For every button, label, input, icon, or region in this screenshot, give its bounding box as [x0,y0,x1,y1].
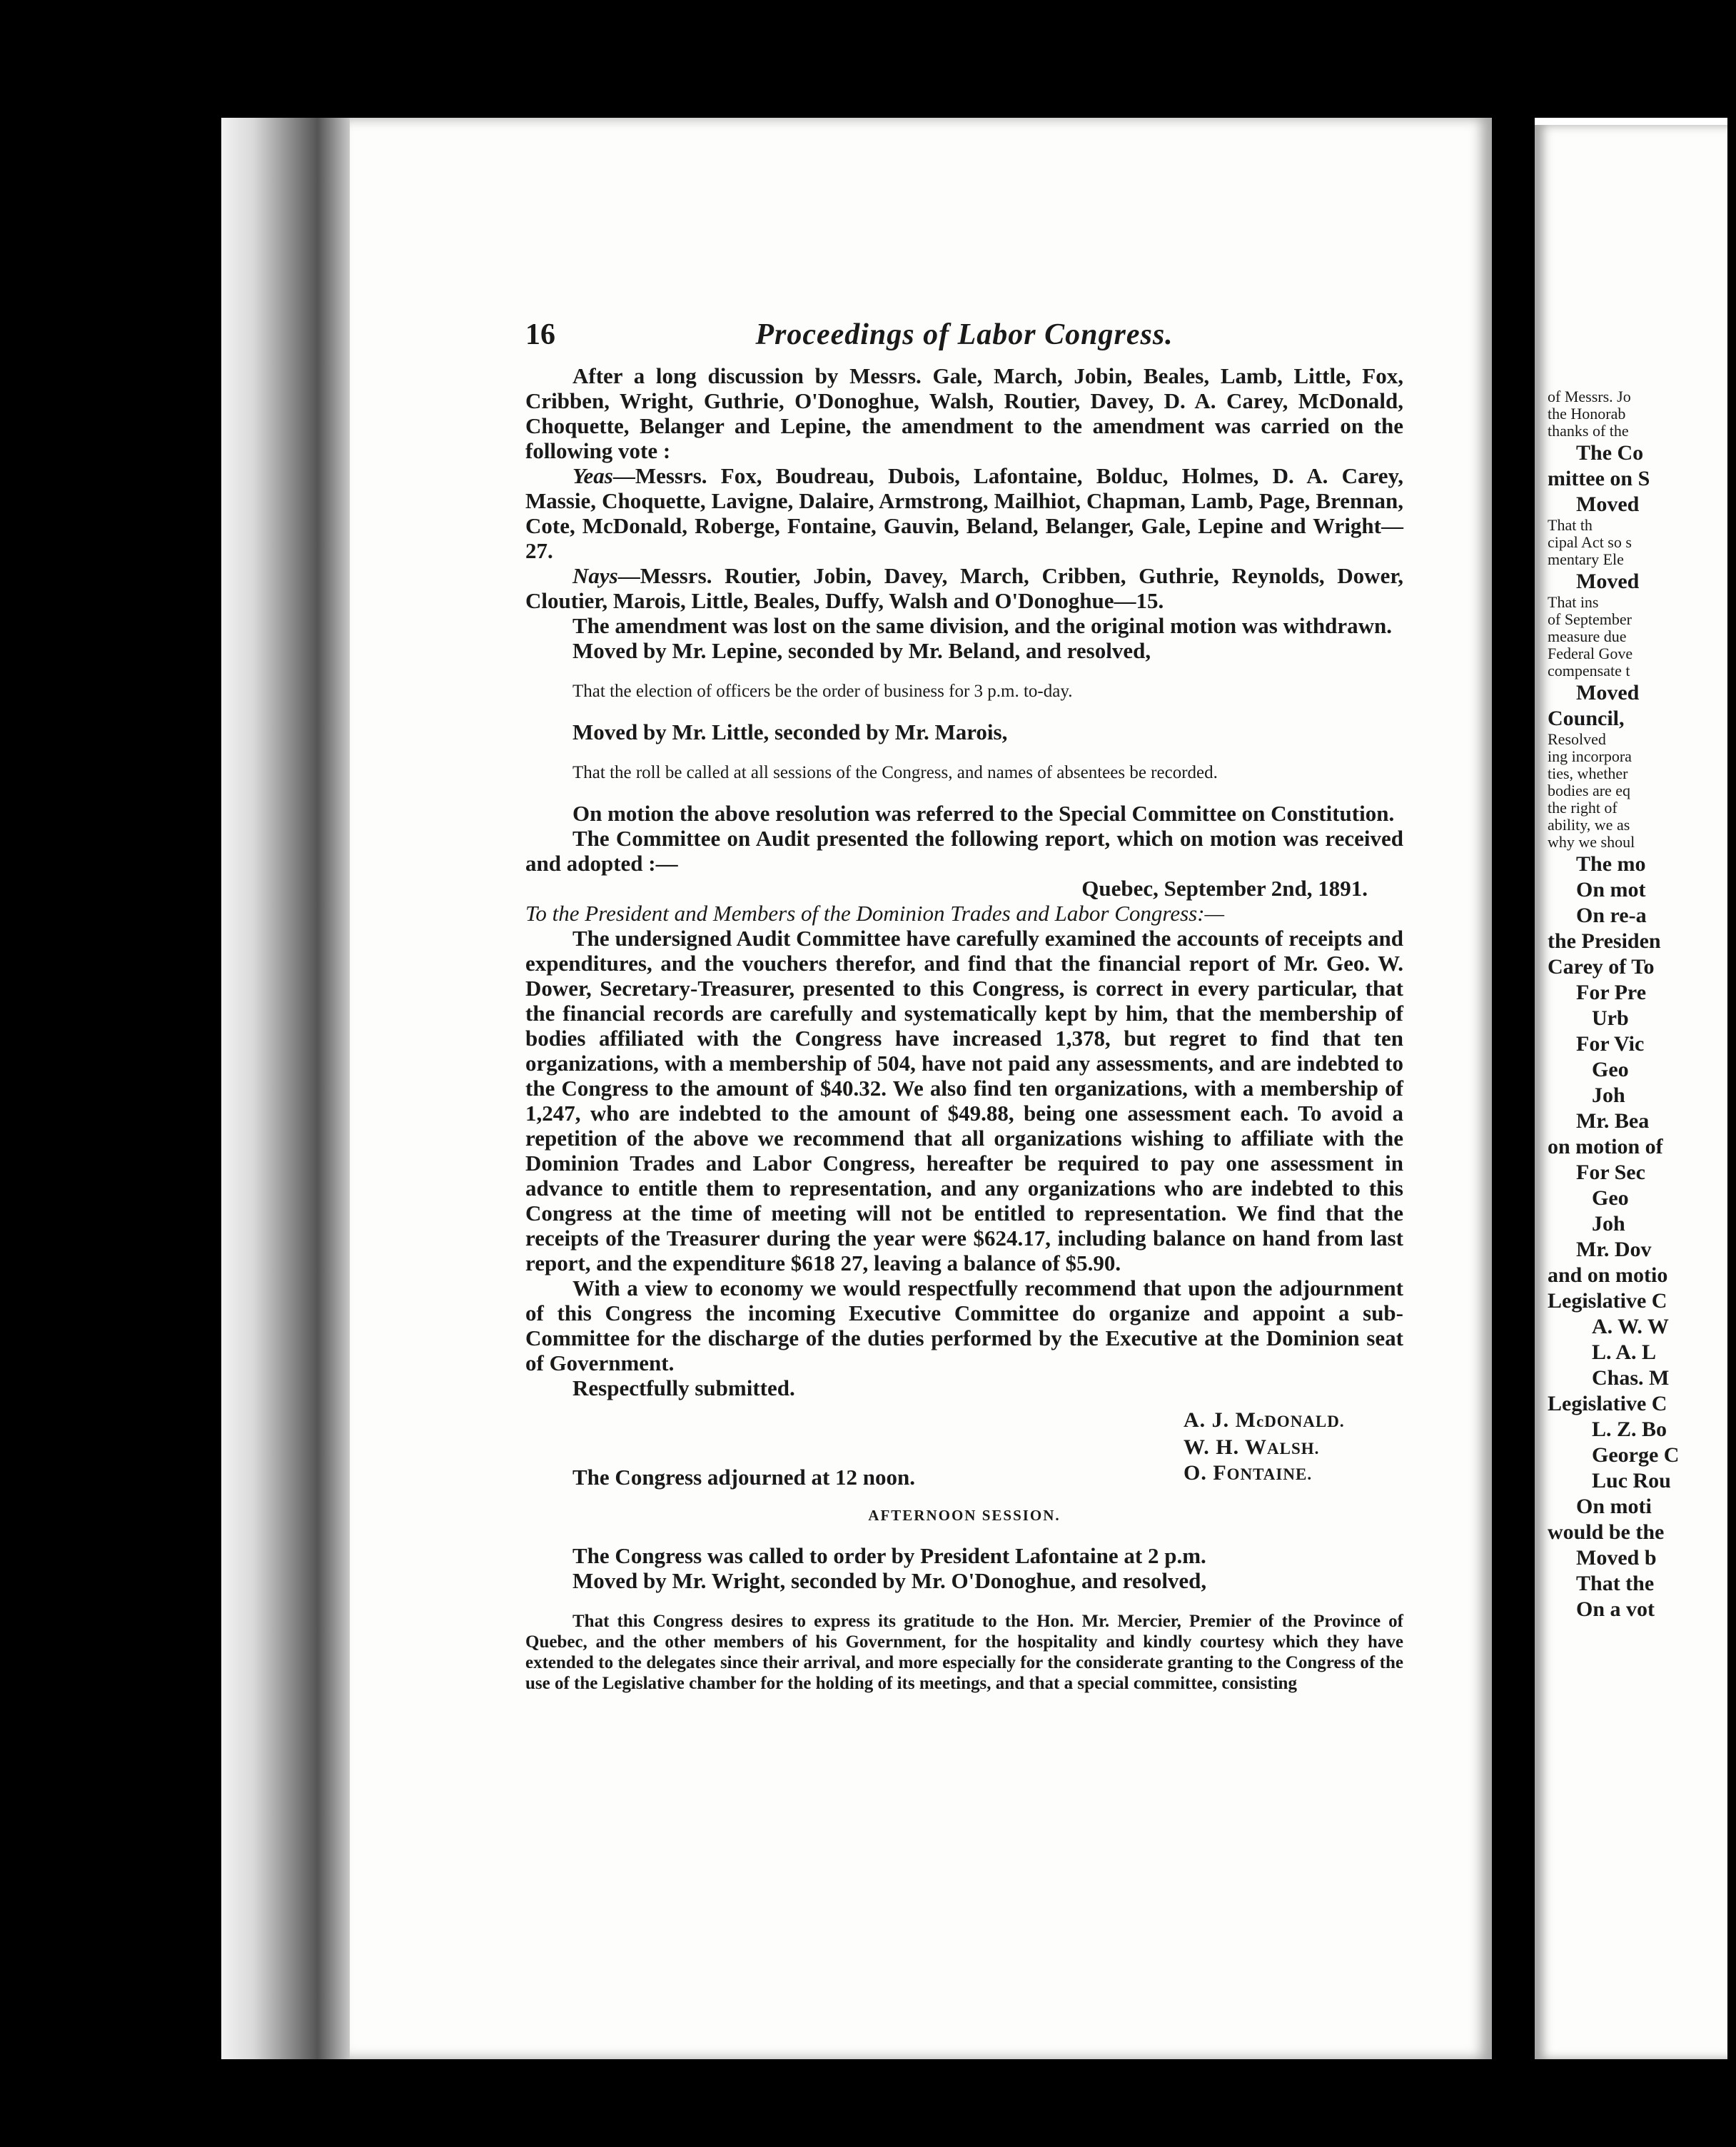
right-page-line: Chas. M [1592,1366,1670,1390]
right-page-line: Carey of To [1548,955,1655,979]
right-page-line: Joh [1592,1083,1625,1107]
audit-report-body: The undersigned Audit Committee have carefully examined the accounts of receipts and expenditures, and the vouchers therefor, and find that the financial report of Mr. Geo. W. Dower, Secretary-Treasurer, presented to this Congress, is correct in every particular, that the financial records are carefully and systematically kept by him, that the membership of bodies affiliated with the Congress have increased 1,378, but regret to find that ten organizations, with a membership of 504, have not paid any assessments, and are indebted to the Congress to the amount of $40.32. We also find ten organizations, with a membership of 1,247, who are indebted to the amount of $49.88, being one assessment each. To avoid a repetition of the above we recommend that all organizations wishing to affiliate with the Dominion Trades and Labor Congress, hereafter be required to pay one assessment in advance to entitle them to representation, and any organizations who are indebted to this Congress at the time of meeting will not be entitled to representation. We find that the receipts of the Treasurer during the year were $624.17, including balance on hand from last report, and the expenditure $618 27, leaving a balance of $5.90. [525,926,1403,1275]
right-page-line: L. Z. Bo [1592,1418,1667,1441]
respectfully-submitted: Respectfully submitted. [572,1375,795,1400]
signature-walsh: W. H. WALSH. [1184,1435,1320,1459]
resolution-roll-call: That the roll be called at all sessions of the Congress, and names of absentees be recorded. [572,763,1218,782]
yeas-label: Yeas [572,463,613,488]
afternoon-session-heading: AFTERNOON SESSION. [868,1507,1061,1524]
called-to-order: The Congress was called to order by President Lafontaine at 2 p.m. [572,1543,1206,1568]
right-page-line: Moved [1576,681,1640,704]
right-page-line: Mr. Bea [1576,1109,1650,1133]
salutation: To the President and Members of the Dominion Trades and Labor Congress:— [525,901,1225,926]
nays-text: —Messrs. Routier, Jobin, Davey, March, Cribben, Guthrie, Reynolds, Dower, Cloutier, Marois, Little, Beales, Duffy, Walsh and O'Donoghue—15. [525,563,1403,613]
paragraph-nays [525,563,1403,613]
paragraph-audit-report: The Committee on Audit presented the following report, which on motion was received and adopted :— [525,826,1403,876]
right-page-line: Moved [1576,492,1640,516]
right-page-line: Joh [1592,1212,1625,1236]
right-page-line: For Pre [1576,981,1647,1004]
right-page-line: the right of [1548,800,1618,817]
right-page-line: Legislative C [1548,1289,1667,1313]
audit-report-recommendation: With a view to economy we would respectfully recommend that upon the adjournment of this Congress the incoming Executive Committee do organize and appoint a sub-Committee for the discharge of the duties performed by the Executive at the Dominion seat of Government. [525,1275,1403,1375]
right-page-line: of Messrs. Jo [1548,389,1631,405]
right-page-text [1548,389,1727,1622]
right-page-line: For Sec [1576,1161,1645,1184]
motion-lepine: Moved by Mr. Lepine, seconded by Mr. Beland, and resolved, [572,638,1151,663]
scan-border-right [1727,0,1736,2147]
right-page-line: Legislative C [1548,1392,1667,1415]
right-page-line: On mot [1576,878,1646,901]
page-number: 16 [525,318,555,351]
right-page-line: bodies are eq [1548,783,1631,799]
right-page-line: Federal Gove [1548,646,1633,662]
right-page-line: measure due [1548,629,1627,645]
book-gutter [1492,0,1535,2147]
paragraph-referred: On motion the above resolution was referred to the Special Committee on Constitution. [572,801,1395,826]
right-page-line: Mr. Dov [1576,1238,1652,1261]
paragraph-amendment-lost: The amendment was lost on the same division, and the original motion was withdrawn. [572,613,1392,638]
right-page-line: Council, [1548,707,1625,730]
right-page-line: Geo [1592,1058,1629,1081]
right-page-line: ability, we as [1548,817,1630,834]
right-page-line: George C [1592,1443,1680,1467]
running-title: Proceedings of Labor Congress. [755,318,1174,351]
right-page-line: L. A. L [1592,1340,1657,1364]
resolution-election: That the election of officers be the order of business for 3 p.m. to-day. [572,682,1073,701]
dateline: Quebec, September 2nd, 1891. [1081,876,1368,901]
right-page-line: For Vic [1576,1032,1645,1056]
right-page-line: the Honorab [1548,406,1626,423]
right-page-line: On moti [1576,1495,1652,1518]
scan-border-top [0,0,1736,118]
congress-adjourned: The Congress adjourned at 12 noon. [572,1465,916,1490]
right-page-line: compensate t [1548,663,1630,680]
right-page-line: Moved b [1576,1546,1657,1570]
right-page-line: That ins [1548,595,1599,611]
right-page-line: That the [1576,1572,1655,1595]
signature-mcdonald: A. J. McDONALD. [1184,1408,1345,1432]
right-page-line: ties, whether [1548,766,1628,782]
right-page-line: would be the [1548,1520,1665,1544]
signature-fontaine: O. FONTAINE. [1184,1461,1313,1485]
right-page-line: Resolved [1548,732,1606,748]
right-page-line: The mo [1576,852,1646,876]
right-page-line: That th [1548,517,1593,534]
right-page-line: A. W. W [1592,1315,1669,1338]
page-header [525,318,1403,363]
page-content [525,318,1403,1712]
right-page-line: why we shoul [1548,834,1635,851]
right-page-line: on motion of [1548,1135,1663,1158]
left-page [350,118,1492,2059]
right-page-fragment [1535,125,1727,2059]
right-page-line: thanks of the [1548,423,1629,440]
scan-border-bottom [0,2059,1736,2147]
motion-wright: Moved by Mr. Wright, seconded by Mr. O'Donoghue, and resolved, [572,1568,1207,1593]
paragraph-discussion: After a long discussion by Messrs. Gale, March, Jobin, Beales, Lamb, Little, Fox, Cribben, Wright, Guthrie, O'Donoghue, Walsh, Routier, Davey, D. A. Carey, McDonald, Choquette, Belanger and Lepine, the amendment to the amendment was carried on the following vote : [525,363,1403,463]
right-page-line: Urb [1592,1006,1629,1030]
motion-little: Moved by Mr. Little, seconded by Mr. Marois, [572,719,1008,744]
right-page-line: cipal Act so s [1548,535,1632,551]
right-page-line: Luc Rou [1592,1469,1671,1492]
nays-label: Nays [572,563,618,588]
right-page-line: ing incorpora [1548,749,1632,765]
resolution-gratitude: That this Congress desires to express its gratitude to the Hon. Mr. Mercier, Premier of the Province of Quebec, and the other members of his Government, for the hospitality and kindly courtesy which they have extended to the delegates since their arrival, and more especially for the considerate granting to the Congress of the use of the Legislative chamber for the holding of its meetings, and that a special committee, consisting [525,1612,1403,1693]
right-page-line: mittee on S [1548,467,1650,490]
right-page-line: of September [1548,612,1632,628]
right-page-line: On re-a [1576,904,1647,927]
right-page-line: and on motio [1548,1263,1668,1287]
paragraph-yeas [525,463,1403,563]
right-page-line: The Co [1576,441,1644,465]
right-page-line: the Presiden [1548,929,1661,953]
right-page-line: mentary Ele [1548,552,1624,568]
scan-border-left [0,0,221,2147]
right-page-line: On a vot [1576,1597,1655,1621]
right-page-line: Moved [1576,570,1640,593]
right-page-line: Geo [1592,1186,1629,1210]
yeas-text: —Messrs. Fox, Boudreau, Dubois, Lafontaine, Bolduc, Holmes, D. A. Carey, Massie, Choquette, Lavigne, Dalaire, Armstrong, Mailhiot, Chapman, Lamb, Page, Brennan, Cote, McDonald, Roberge, Fontaine, Gauvin, Beland, Belanger, Gale, Lepine and Wright—27. [525,463,1403,563]
book-page-edges [221,118,350,2059]
